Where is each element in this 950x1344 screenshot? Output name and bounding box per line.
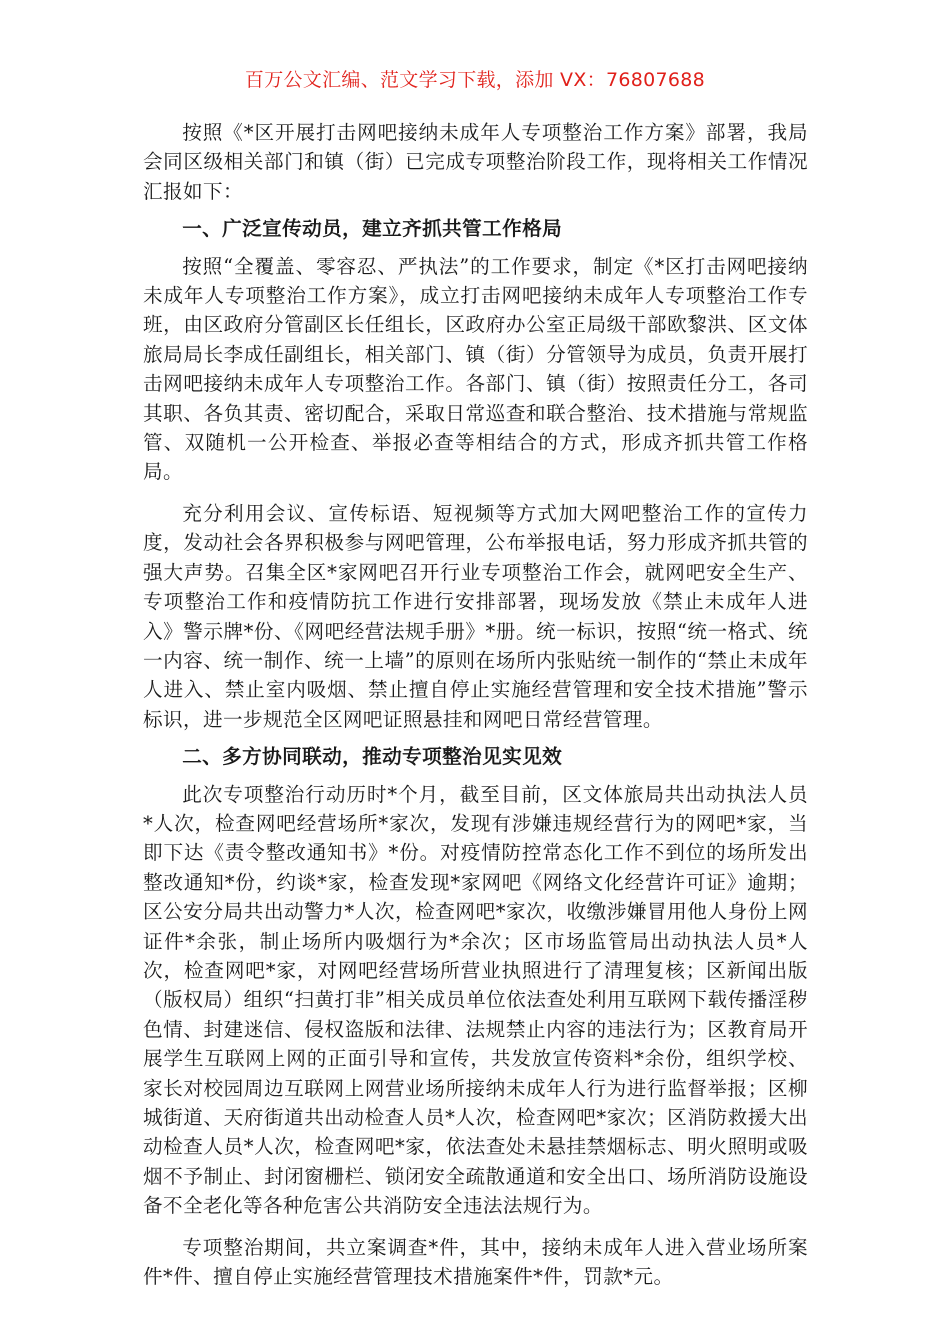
section-2-paragraph-2: 专项整治期间，共立案调查*件，其中，接纳未成年人进入营业场所案件*件、擅自停止实施经营管理技术措施案件*件，罚款*元。 [143,1235,808,1289]
section-2-paragraph-1: 此次专项整治行动历时*个月，截至目前，区文体旅局共出动执法人员 *人次，检查网吧经营场所*家次，发现有涉嫌违规经营行为的网吧*家，当即下达《责令整改通知书》*份。对疫情防控常态化工作不到位的场所发出整改通知*份，约谈*家，检查发现*家网吧《网络文化经营许可证》逾期；区公安分局共出动警力*人次，检查网吧*家次，收缴涉嫌冒用他人身份上网证件*余张，制止场所内吸烟行为*余次；区市场监管局出动执法人员*人次，检查网吧*家，对网吧经营场所营业执照进行了清理复核；区新闻出版（版权局）组织“扫黄打非”相关成员单位依法查处利用互联网下载传播淫秽色情、封建迷信、侵权盗版和法律、法规禁止内容的违法行为；区教育局开展学生互联网上网的正面引导和宣传，共发放宣传资料*余份，组织学校、家长对校园周边互联网上网营业场所接纳未成年人行为进行监督举报；区柳城街道、天府街道共出动检查人员*人次，检查网吧*家次；区消防救援大出动检查人员*人次，检查网吧*家，依法查处未悬挂禁烟标志、明火照明或吸烟不予制止、封闭窗栅栏、锁闭安全疏散通道和安全出口、场所消防设施设备不全老化等各种危害公共消防安全违法法规行为。 [143,782,808,1218]
section-2-heading: 二、多方协同联动，推动专项整治见实见效 [182,745,563,769]
section-1-paragraph-2: 充分利用会议、宣传标语、短视频等方式加大网吧整治工作的宣传力度，发动社会各界积极参与网吧管理，公布举报电话，努力形成齐抓共管的强大声势。召集全区*家网吧召开行业专项整治工作会，就网吧安全生产、专项整治工作和疫情防抗工作进行安排部署，现场发放《禁止未成年人进入》警示牌*份、《网吧经营法规手册》*册。统一标识，按照“统一格式、统一内容、统一制作、统一上墙”的原则在场所内张贴统一制作的“禁止未成年人进入、禁止室内吸烟、禁止擅自停止实施经营管理和安全技术措施”警示标识，进一步规范全区网吧证照悬挂和网吧日常经营管理。 [143,501,808,731]
intro-paragraph: 按照《*区开展打击网吧接纳未成年人专项整治工作方案》部署，我局会同区级相关部门和镇（街）已完成专项整治阶段工作，现将相关工作情况汇报如下： [143,121,808,203]
section-1-paragraph-1: 按照“全覆盖、零容忍、严执法”的工作要求，制定《*区打击网吧接纳未成年人专项整治工作方案》，成立打击网吧接纳未成年人专项整治工作专班，由区政府分管副区长任组长，区政府办公室正局级干部欧黎洪、区文体旅局局长李成任副组长，相关部门、镇（街）分管领导为成员，负责开展打击网吧接纳未成年人专项整治工作。各部门、镇（街）按照责任分工，各司其职、各负其责、密切配合，采取日常巡查和联合整治、技术措施与常规监管、双随机一公开检查、举报必查等相结合的方式，形成齐抓共管工作格局。 [143,254,808,484]
header-banner: 百万公文汇编、范文学习下载，添加 VX：76807688 [244,69,706,91]
section-1-heading: 一、广泛宣传动员，建立齐抓共管工作格局 [182,217,563,241]
document-body [143,118,808,1291]
